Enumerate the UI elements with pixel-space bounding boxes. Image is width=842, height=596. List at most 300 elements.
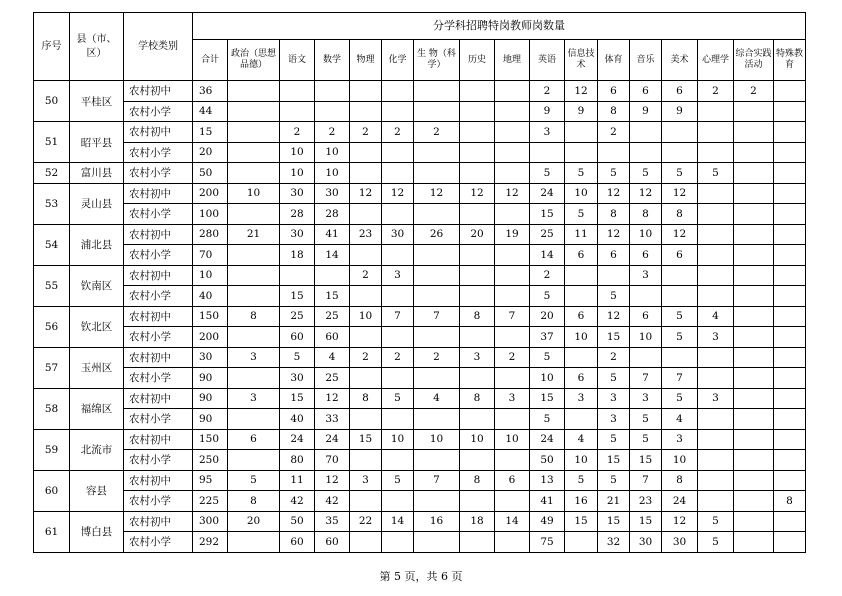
count-cell: 10 (315, 142, 350, 163)
school-type-cell: 农村初中 (124, 306, 193, 327)
count-cell: 10 (630, 224, 662, 245)
table-row (34, 81, 806, 102)
count-cell (734, 450, 774, 471)
count-cell (228, 265, 280, 286)
table-row (34, 409, 806, 430)
count-cell (630, 142, 662, 163)
count-cell (382, 81, 414, 102)
count-cell: 32 (598, 532, 630, 553)
county-cell: 浦北县 (70, 224, 124, 265)
count-cell (350, 204, 382, 225)
count-cell (630, 286, 662, 307)
school-type-cell: 农村初中 (124, 388, 193, 409)
count-cell: 6 (598, 81, 630, 102)
count-cell (774, 470, 806, 491)
count-cell: 70 (193, 245, 228, 266)
count-cell: 5 (228, 470, 280, 491)
count-cell (228, 327, 280, 348)
count-cell: 30 (280, 183, 315, 204)
header-subject: 特殊教育 (774, 40, 806, 81)
count-cell (698, 122, 734, 143)
count-cell (774, 101, 806, 122)
count-cell: 15 (280, 388, 315, 409)
count-cell: 5 (280, 347, 315, 368)
count-cell (350, 81, 382, 102)
count-cell (414, 368, 460, 389)
count-cell: 12 (315, 470, 350, 491)
count-cell: 15 (350, 429, 382, 450)
count-cell: 3 (460, 347, 495, 368)
count-cell: 12 (495, 183, 530, 204)
count-cell (774, 429, 806, 450)
count-cell (734, 409, 774, 430)
count-cell: 10 (630, 327, 662, 348)
seq-cell: 57 (34, 347, 70, 388)
count-cell (734, 101, 774, 122)
count-cell: 4 (414, 388, 460, 409)
count-cell: 3 (565, 388, 598, 409)
count-cell: 5 (382, 470, 414, 491)
count-cell: 15 (530, 388, 565, 409)
count-cell (382, 491, 414, 512)
count-cell: 2 (530, 265, 565, 286)
count-cell (414, 142, 460, 163)
count-cell: 60 (280, 532, 315, 553)
count-cell (495, 368, 530, 389)
count-cell (734, 204, 774, 225)
count-cell (662, 286, 698, 307)
count-cell: 12 (598, 306, 630, 327)
count-cell: 2 (530, 81, 565, 102)
table-row (34, 429, 806, 450)
count-cell (598, 142, 630, 163)
count-cell: 60 (315, 327, 350, 348)
count-cell (460, 122, 495, 143)
count-cell: 8 (630, 204, 662, 225)
count-cell: 10 (460, 429, 495, 450)
count-cell: 6 (228, 429, 280, 450)
count-cell: 95 (193, 470, 228, 491)
count-cell (774, 265, 806, 286)
school-type-cell: 农村小学 (124, 204, 193, 225)
county-cell: 福绵区 (70, 388, 124, 429)
count-cell: 24 (662, 491, 698, 512)
count-cell (774, 163, 806, 184)
count-cell: 5 (662, 306, 698, 327)
header-subject: 语文 (280, 40, 315, 81)
count-cell (734, 491, 774, 512)
count-cell (350, 101, 382, 122)
count-cell: 11 (565, 224, 598, 245)
count-cell: 28 (315, 204, 350, 225)
school-type-cell: 农村初中 (124, 470, 193, 491)
count-cell: 12 (662, 511, 698, 532)
count-cell: 14 (495, 511, 530, 532)
count-cell: 2 (495, 347, 530, 368)
count-cell (698, 245, 734, 266)
count-cell (565, 122, 598, 143)
count-cell (414, 163, 460, 184)
count-cell: 250 (193, 450, 228, 471)
count-cell: 3 (530, 122, 565, 143)
count-cell: 23 (630, 491, 662, 512)
county-cell: 玉州区 (70, 347, 124, 388)
count-cell (734, 347, 774, 368)
count-cell (734, 286, 774, 307)
count-cell: 6 (565, 368, 598, 389)
count-cell: 8 (228, 306, 280, 327)
count-cell: 30 (280, 224, 315, 245)
count-cell: 37 (530, 327, 565, 348)
count-cell: 6 (598, 245, 630, 266)
count-cell (698, 265, 734, 286)
count-cell: 7 (414, 306, 460, 327)
count-cell (698, 142, 734, 163)
count-cell (565, 532, 598, 553)
count-cell: 2 (350, 265, 382, 286)
count-cell (565, 265, 598, 286)
count-cell (774, 245, 806, 266)
table-row (34, 306, 806, 327)
count-cell: 5 (530, 409, 565, 430)
count-cell: 15 (193, 122, 228, 143)
school-type-cell: 农村小学 (124, 450, 193, 471)
count-cell: 40 (193, 286, 228, 307)
count-cell: 5 (565, 163, 598, 184)
count-cell (228, 163, 280, 184)
count-cell: 2 (698, 81, 734, 102)
count-cell (280, 81, 315, 102)
count-cell (414, 409, 460, 430)
count-cell: 5 (662, 163, 698, 184)
count-cell: 5 (565, 204, 598, 225)
count-cell: 7 (630, 368, 662, 389)
count-cell (228, 532, 280, 553)
count-cell (460, 142, 495, 163)
count-cell: 9 (565, 101, 598, 122)
count-cell: 25 (315, 368, 350, 389)
count-cell: 3 (495, 388, 530, 409)
count-cell (495, 286, 530, 307)
count-cell: 21 (598, 491, 630, 512)
school-type-cell: 农村初中 (124, 122, 193, 143)
count-cell: 20 (530, 306, 565, 327)
count-cell (774, 450, 806, 471)
page-footer: 第 5 页，共 6 页 (379, 570, 463, 583)
count-cell (734, 470, 774, 491)
count-cell (228, 368, 280, 389)
count-cell: 10 (382, 429, 414, 450)
count-cell: 35 (315, 511, 350, 532)
count-cell: 10 (280, 163, 315, 184)
table-row (34, 388, 806, 409)
count-cell (382, 101, 414, 122)
count-cell: 5 (565, 470, 598, 491)
header-subject: 音乐 (630, 40, 662, 81)
school-type-cell: 农村小学 (124, 491, 193, 512)
count-cell: 15 (530, 204, 565, 225)
count-cell: 2 (414, 347, 460, 368)
header-subject: 历史 (460, 40, 495, 81)
seq-cell: 54 (34, 224, 70, 265)
count-cell (350, 286, 382, 307)
count-cell: 80 (280, 450, 315, 471)
count-cell: 60 (280, 327, 315, 348)
count-cell: 4 (315, 347, 350, 368)
count-cell (460, 532, 495, 553)
count-cell (228, 450, 280, 471)
count-cell: 20 (193, 142, 228, 163)
school-type-cell: 农村初中 (124, 347, 193, 368)
count-cell: 15 (598, 327, 630, 348)
count-cell (382, 245, 414, 266)
count-cell (662, 122, 698, 143)
count-cell (698, 224, 734, 245)
count-cell (774, 306, 806, 327)
count-cell: 50 (193, 163, 228, 184)
count-cell: 2 (598, 347, 630, 368)
count-cell: 10 (495, 429, 530, 450)
count-cell (414, 491, 460, 512)
count-cell (495, 163, 530, 184)
count-cell (565, 409, 598, 430)
count-cell: 12 (598, 224, 630, 245)
count-cell: 6 (662, 245, 698, 266)
count-cell: 10 (565, 183, 598, 204)
count-cell: 12 (414, 183, 460, 204)
school-type-cell: 农村初中 (124, 81, 193, 102)
count-cell (698, 183, 734, 204)
count-cell: 200 (193, 183, 228, 204)
header-seq: 序号 (34, 13, 70, 81)
count-cell (280, 101, 315, 122)
count-cell (315, 265, 350, 286)
header-subject: 数学 (315, 40, 350, 81)
school-type-cell: 农村初中 (124, 429, 193, 450)
county-cell: 平桂区 (70, 81, 124, 122)
count-cell: 2 (315, 122, 350, 143)
count-cell: 15 (598, 511, 630, 532)
count-cell (350, 409, 382, 430)
count-cell (698, 101, 734, 122)
count-cell (414, 265, 460, 286)
count-cell: 20 (460, 224, 495, 245)
count-cell: 9 (630, 101, 662, 122)
count-cell: 3 (228, 388, 280, 409)
count-cell: 10 (530, 368, 565, 389)
school-type-cell: 农村小学 (124, 163, 193, 184)
count-cell: 225 (193, 491, 228, 512)
count-cell: 3 (662, 429, 698, 450)
count-cell: 28 (280, 204, 315, 225)
school-type-cell: 农村小学 (124, 532, 193, 553)
count-cell (414, 245, 460, 266)
count-cell: 5 (598, 470, 630, 491)
count-cell: 5 (630, 409, 662, 430)
header-subject: 地理 (495, 40, 530, 81)
count-cell (228, 286, 280, 307)
count-cell (414, 532, 460, 553)
count-cell (565, 347, 598, 368)
count-cell: 10 (193, 265, 228, 286)
count-cell (774, 81, 806, 102)
school-type-cell: 农村初中 (124, 224, 193, 245)
seq-cell: 50 (34, 81, 70, 122)
county-cell: 昭平县 (70, 122, 124, 163)
count-cell: 12 (350, 183, 382, 204)
count-cell: 41 (530, 491, 565, 512)
count-cell (315, 81, 350, 102)
county-cell: 钦北区 (70, 306, 124, 347)
count-cell: 280 (193, 224, 228, 245)
count-cell (414, 204, 460, 225)
count-cell: 8 (774, 491, 806, 512)
count-cell (698, 429, 734, 450)
table-row (34, 327, 806, 348)
count-cell: 8 (598, 204, 630, 225)
count-cell: 90 (193, 368, 228, 389)
count-cell: 6 (662, 81, 698, 102)
count-cell (698, 368, 734, 389)
count-cell: 40 (280, 409, 315, 430)
count-cell: 18 (280, 245, 315, 266)
count-cell (774, 532, 806, 553)
count-cell: 4 (565, 429, 598, 450)
count-cell (414, 327, 460, 348)
table-row (34, 163, 806, 184)
count-cell: 3 (630, 265, 662, 286)
table-row (34, 265, 806, 286)
count-cell: 9 (530, 101, 565, 122)
count-cell (350, 163, 382, 184)
count-cell: 3 (228, 347, 280, 368)
count-cell (228, 409, 280, 430)
count-cell: 150 (193, 429, 228, 450)
count-cell (228, 142, 280, 163)
count-cell: 15 (630, 511, 662, 532)
count-cell: 12 (598, 183, 630, 204)
count-cell: 16 (565, 491, 598, 512)
count-cell: 12 (460, 183, 495, 204)
count-cell (495, 450, 530, 471)
table-row (34, 470, 806, 491)
school-type-cell: 农村初中 (124, 265, 193, 286)
count-cell (734, 368, 774, 389)
count-cell: 90 (193, 388, 228, 409)
count-cell: 11 (280, 470, 315, 491)
table-row (34, 204, 806, 225)
count-cell (734, 163, 774, 184)
header-county: 县（市、区） (70, 13, 124, 81)
count-cell (630, 347, 662, 368)
seq-cell: 56 (34, 306, 70, 347)
count-cell (774, 511, 806, 532)
count-cell (774, 327, 806, 348)
count-cell: 7 (382, 306, 414, 327)
table-row (34, 183, 806, 204)
count-cell: 41 (315, 224, 350, 245)
count-cell: 12 (315, 388, 350, 409)
count-cell: 90 (193, 409, 228, 430)
header-subject: 英语 (530, 40, 565, 81)
count-cell: 30 (315, 183, 350, 204)
count-cell (460, 245, 495, 266)
school-type-cell: 农村小学 (124, 409, 193, 430)
table-row (34, 511, 806, 532)
count-cell: 5 (698, 163, 734, 184)
count-cell: 21 (228, 224, 280, 245)
count-cell (698, 347, 734, 368)
header-subject: 美术 (662, 40, 698, 81)
count-cell (228, 245, 280, 266)
count-cell (774, 224, 806, 245)
school-type-cell: 农村小学 (124, 101, 193, 122)
count-cell (460, 368, 495, 389)
count-cell: 6 (495, 470, 530, 491)
count-cell (382, 532, 414, 553)
count-cell (734, 224, 774, 245)
count-cell: 15 (565, 511, 598, 532)
table-row (34, 245, 806, 266)
count-cell: 4 (698, 306, 734, 327)
count-cell (734, 388, 774, 409)
recruitment-table (33, 12, 806, 553)
count-cell (414, 286, 460, 307)
count-cell: 3 (382, 265, 414, 286)
count-cell: 8 (460, 470, 495, 491)
count-cell (350, 142, 382, 163)
count-cell (774, 142, 806, 163)
count-cell: 292 (193, 532, 228, 553)
count-cell: 3 (598, 388, 630, 409)
count-cell: 24 (530, 429, 565, 450)
count-cell: 5 (662, 327, 698, 348)
seq-cell: 51 (34, 122, 70, 163)
count-cell: 3 (698, 388, 734, 409)
count-cell (495, 142, 530, 163)
count-cell (460, 81, 495, 102)
count-cell: 200 (193, 327, 228, 348)
count-cell: 8 (662, 204, 698, 225)
count-cell (530, 142, 565, 163)
count-cell: 5 (662, 388, 698, 409)
seq-cell: 60 (34, 470, 70, 511)
count-cell (228, 204, 280, 225)
count-cell (662, 265, 698, 286)
count-cell: 10 (280, 142, 315, 163)
table-row (34, 368, 806, 389)
count-cell (382, 368, 414, 389)
county-cell: 富川县 (70, 163, 124, 184)
count-cell: 6 (565, 306, 598, 327)
count-cell: 14 (530, 245, 565, 266)
count-cell: 5 (530, 286, 565, 307)
header-subject: 合计 (193, 40, 228, 81)
count-cell (495, 122, 530, 143)
count-cell (598, 265, 630, 286)
count-cell: 2 (598, 122, 630, 143)
count-cell (734, 327, 774, 348)
count-cell (774, 388, 806, 409)
count-cell (460, 163, 495, 184)
school-type-cell: 农村初中 (124, 511, 193, 532)
count-cell: 300 (193, 511, 228, 532)
count-cell (774, 204, 806, 225)
count-cell (774, 409, 806, 430)
count-cell: 70 (315, 450, 350, 471)
header-subject: 化学 (382, 40, 414, 81)
count-cell: 8 (662, 470, 698, 491)
